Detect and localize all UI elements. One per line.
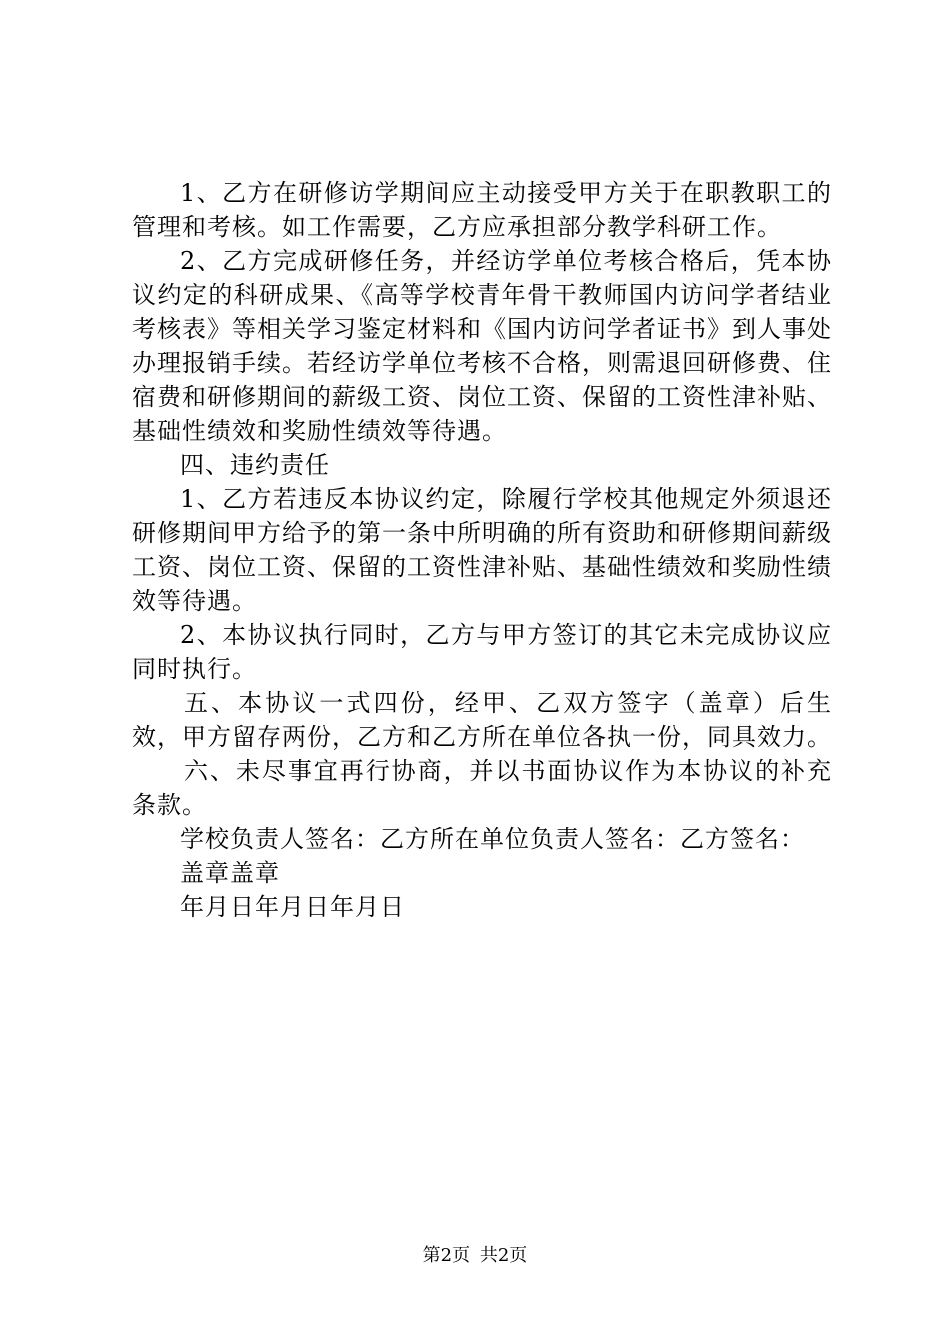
- paragraph-other-agreements: 2、本协议执行同时，乙方与甲方签订的其它未完成协议应同时执行。: [132, 621, 832, 683]
- date-line: 年月日年月日年月日: [180, 893, 405, 921]
- section-heading-breach: 四、违约责任: [180, 451, 330, 479]
- signature-names-line: 学校负责人签名：乙方所在单位负责人签名：乙方签名：: [180, 825, 805, 853]
- paragraph-reimbursement: 2、乙方完成研修任务，并经访学单位考核合格后，凭本协议约定的科研成果、《高等学校青年骨干教师国内访问学者结业考核表》等相关学习鉴定材料和《国内访问学者证书》到人事处办理报销手续。若经访学单位考核不合格，则需退回研修费、住宿费和研修期间的薪级工资、岗位工资、保留的工资性津补贴、基础性绩效和奖励性绩效等待遇。: [132, 247, 832, 445]
- paragraph-breach-refund: 1、乙方若违反本协议约定，除履行学校其他规定外须退还研修期间甲方给予的第一条中所明确的所有资助和研修期间薪级工资、岗位工资、保留的工资性津补贴、基础性绩效和奖励性绩效等待遇。: [132, 485, 832, 615]
- document-body: [132, 176, 832, 924]
- paragraph-copies: 五、本协议一式四份，经甲、乙双方签字（盖章）后生效，甲方留存两份，乙方和乙方所在单位各执一份，同具效力。: [132, 689, 832, 751]
- seal-line: 盖章盖章: [180, 859, 280, 887]
- paragraph-supplementary: 六、未尽事宜再行协商，并以书面协议作为本协议的补充条款。: [132, 757, 832, 819]
- paragraph-assessment: 1、乙方在研修访学期间应主动接受甲方关于在职教职工的管理和考核。如工作需要，乙方应承担部分教学科研工作。: [132, 179, 832, 241]
- page-number: 第2页: [422, 1245, 471, 1266]
- page-footer: [0, 1244, 950, 1268]
- page-total: 共2页: [479, 1245, 528, 1266]
